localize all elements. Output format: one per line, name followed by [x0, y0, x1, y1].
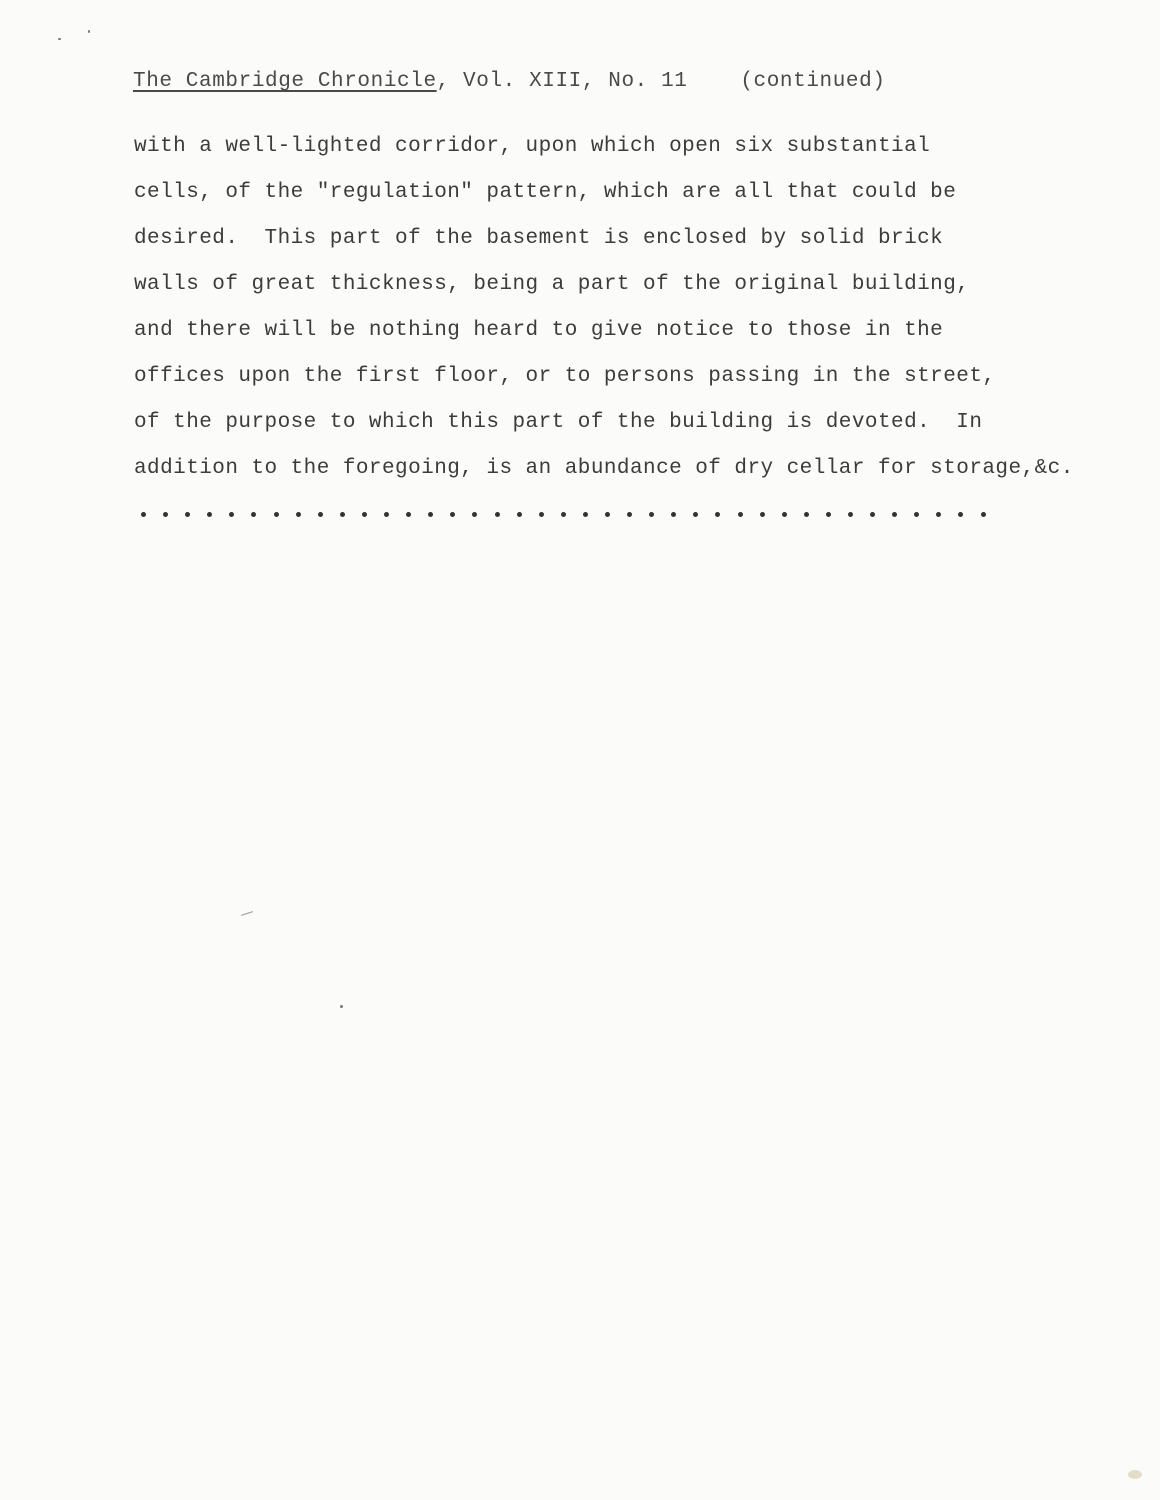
paper-speck — [58, 38, 61, 40]
ellipsis-dot — [598, 500, 620, 524]
ellipsis-dot — [907, 500, 929, 524]
ellipsis-dot — [244, 500, 266, 524]
text-line: with a well-lighted corridor, upon which open six substantial — [134, 135, 931, 158]
ellipsis-divider — [134, 500, 996, 524]
paper-speck — [340, 1005, 343, 1008]
ellipsis-dot — [289, 500, 311, 524]
paper-speck — [241, 911, 253, 916]
text-line: walls of great thickness, being a part of the original building, — [134, 273, 970, 296]
paper-speck — [1128, 1470, 1142, 1479]
ellipsis-dot — [200, 500, 222, 524]
ellipsis-dot — [134, 500, 156, 524]
page-header — [133, 70, 886, 93]
ellipsis-dot — [399, 500, 421, 524]
ellipsis-dot — [841, 500, 863, 524]
ellipsis-dot — [885, 500, 907, 524]
ellipsis-dot — [863, 500, 885, 524]
ellipsis-dot — [156, 500, 178, 524]
body-text — [134, 124, 1144, 492]
ellipsis-dot — [421, 500, 443, 524]
text-line: of the purpose to which this part of the building is devoted. In — [134, 411, 983, 434]
ellipsis-dot — [797, 500, 819, 524]
ellipsis-dot — [664, 500, 686, 524]
ellipsis-dot — [620, 500, 642, 524]
ellipsis-dot — [642, 500, 664, 524]
ellipsis-dot — [775, 500, 797, 524]
ellipsis-dot — [510, 500, 532, 524]
ellipsis-dot — [311, 500, 333, 524]
ellipsis-dot — [929, 500, 951, 524]
ellipsis-dot — [532, 500, 554, 524]
text-line: offices upon the first floor, or to persons passing in the street, — [134, 365, 996, 388]
ellipsis-dot — [974, 500, 996, 524]
ellipsis-dot — [731, 500, 753, 524]
text-line: cells, of the "regulation" pattern, which are all that could be — [134, 181, 957, 204]
ellipsis-dot — [708, 500, 730, 524]
ellipsis-dot — [377, 500, 399, 524]
text-line: and there will be nothing heard to give notice to those in the — [134, 319, 944, 342]
volume-number: , Vol. XIII, No. 11 — [436, 70, 688, 93]
ellipsis-dot — [178, 500, 200, 524]
ellipsis-dot — [686, 500, 708, 524]
ellipsis-dot — [443, 500, 465, 524]
ellipsis-dot — [222, 500, 244, 524]
text-line: addition to the foregoing, is an abundance of dry cellar for storage,&c. — [134, 457, 1074, 480]
ellipsis-dot — [951, 500, 973, 524]
ellipsis-dot — [267, 500, 289, 524]
paper-speck — [88, 30, 90, 33]
publication-title: The Cambridge Chronicle — [133, 70, 437, 93]
ellipsis-dot — [465, 500, 487, 524]
continued-note: (continued) — [740, 70, 886, 93]
ellipsis-dot — [576, 500, 598, 524]
text-line: desired. This part of the basement is enclosed by solid brick — [134, 227, 944, 250]
ellipsis-dot — [333, 500, 355, 524]
ellipsis-dot — [753, 500, 775, 524]
ellipsis-dot — [488, 500, 510, 524]
ellipsis-dot — [554, 500, 576, 524]
ellipsis-dot — [819, 500, 841, 524]
ellipsis-dot — [355, 500, 377, 524]
